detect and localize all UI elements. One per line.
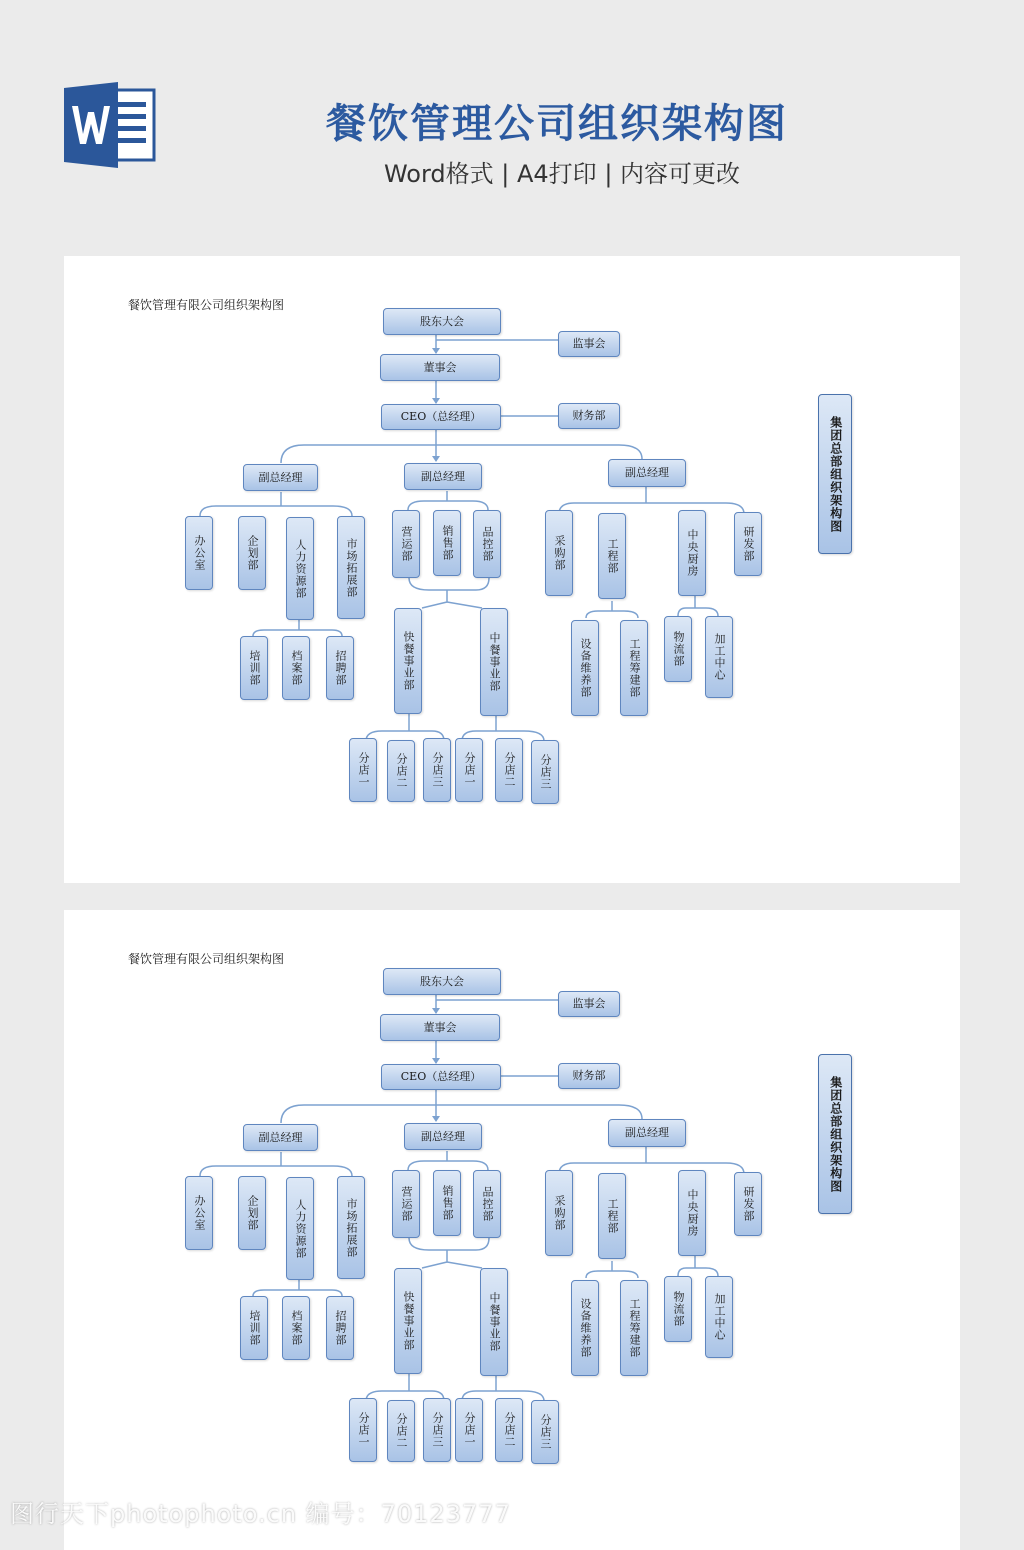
node-hr: 人力资源部 — [286, 1177, 314, 1280]
node-office: 办公室 — [185, 516, 213, 590]
node-operations: 营运部 — [392, 510, 420, 578]
node-quality: 品控部 — [473, 510, 501, 578]
document-title: 餐饮管理有限公司组织架构图 — [128, 952, 285, 966]
node-hq: 集团总部组织架构图 — [818, 394, 852, 554]
node-logistics: 物流部 — [664, 1276, 692, 1342]
node-chinese: 中餐事业部 — [480, 608, 508, 716]
node-ff-branch1: 分店一 — [349, 1398, 377, 1462]
node-ceo: CEO（总经理） — [381, 404, 501, 430]
node-board: 董事会 — [380, 354, 500, 381]
node-construction: 工程筹建部 — [620, 620, 648, 716]
node-maintenance: 设备维养部 — [571, 620, 599, 716]
node-recruiting: 招聘部 — [326, 636, 354, 700]
node-recruiting: 招聘部 — [326, 1296, 354, 1360]
node-archives: 档案部 — [282, 1296, 310, 1360]
node-sales: 销售部 — [433, 1170, 461, 1236]
node-fastfood: 快餐事业部 — [394, 1268, 422, 1374]
node-logistics: 物流部 — [664, 616, 692, 682]
node-processing: 加工中心 — [705, 616, 733, 698]
node-maintenance: 设备维养部 — [571, 1280, 599, 1376]
node-vp-mid: 副总经理 — [404, 463, 482, 490]
document-page-2 — [64, 910, 960, 1550]
node-cn-branch2: 分店二 — [495, 738, 523, 802]
node-planning: 企划部 — [238, 1176, 266, 1250]
document-page — [64, 256, 960, 883]
watermark-text: 图行天下photophoto.cn 编号：70123777 — [10, 1500, 511, 1528]
document-title: 餐饮管理有限公司组织架构图 — [128, 298, 285, 312]
node-finance: 财务部 — [558, 1063, 620, 1089]
node-vp-left: 副总经理 — [243, 1124, 318, 1151]
node-operations: 营运部 — [392, 1170, 420, 1238]
node-training: 培训部 — [240, 636, 268, 700]
node-vp-right: 副总经理 — [608, 459, 686, 487]
node-ff-branch1: 分店一 — [349, 738, 377, 802]
node-construction: 工程筹建部 — [620, 1280, 648, 1376]
node-cn-branch1: 分店一 — [455, 1398, 483, 1462]
node-supervisors: 监事会 — [558, 991, 620, 1017]
node-engineering: 工程部 — [598, 513, 626, 599]
node-engineering: 工程部 — [598, 1173, 626, 1259]
node-hq: 集团总部组织架构图 — [818, 1054, 852, 1214]
node-ceo: CEO（总经理） — [381, 1064, 501, 1090]
node-archives: 档案部 — [282, 636, 310, 700]
node-finance: 财务部 — [558, 403, 620, 429]
node-marketing: 市场拓展部 — [337, 1176, 365, 1279]
node-vp-mid: 副总经理 — [404, 1123, 482, 1150]
node-cn-branch3: 分店三 — [531, 1400, 559, 1464]
node-board: 董事会 — [380, 1014, 500, 1041]
node-shareholders: 股东大会 — [383, 968, 501, 995]
node-processing: 加工中心 — [705, 1276, 733, 1358]
node-purchasing: 采购部 — [545, 510, 573, 596]
node-vp-right: 副总经理 — [608, 1119, 686, 1147]
page-title: 餐饮管理公司组织架构图 — [326, 101, 788, 147]
node-sales: 销售部 — [433, 510, 461, 576]
node-training: 培训部 — [240, 1296, 268, 1360]
node-quality: 品控部 — [473, 1170, 501, 1238]
node-supervisors: 监事会 — [558, 331, 620, 357]
node-ff-branch2: 分店二 — [387, 1400, 415, 1462]
node-central-kitchen: 中央厨房 — [678, 1170, 706, 1256]
node-shareholders: 股东大会 — [383, 308, 501, 335]
node-planning: 企划部 — [238, 516, 266, 590]
node-marketing: 市场拓展部 — [337, 516, 365, 619]
page-subtitle: Word格式 | A4打印 | 内容可更改 — [383, 160, 741, 188]
node-rnd: 研发部 — [734, 512, 762, 576]
node-ff-branch3: 分店三 — [423, 1398, 451, 1462]
node-cn-branch1: 分店一 — [455, 738, 483, 802]
node-vp-left: 副总经理 — [243, 464, 318, 491]
node-cn-branch2: 分店二 — [495, 1398, 523, 1462]
node-purchasing: 采购部 — [545, 1170, 573, 1256]
node-rnd: 研发部 — [734, 1172, 762, 1236]
node-central-kitchen: 中央厨房 — [678, 510, 706, 596]
node-fastfood: 快餐事业部 — [394, 608, 422, 714]
node-hr: 人力资源部 — [286, 517, 314, 620]
node-chinese: 中餐事业部 — [480, 1268, 508, 1376]
node-office: 办公室 — [185, 1176, 213, 1250]
node-ff-branch3: 分店三 — [423, 738, 451, 802]
node-ff-branch2: 分店二 — [387, 740, 415, 802]
node-cn-branch3: 分店三 — [531, 740, 559, 804]
